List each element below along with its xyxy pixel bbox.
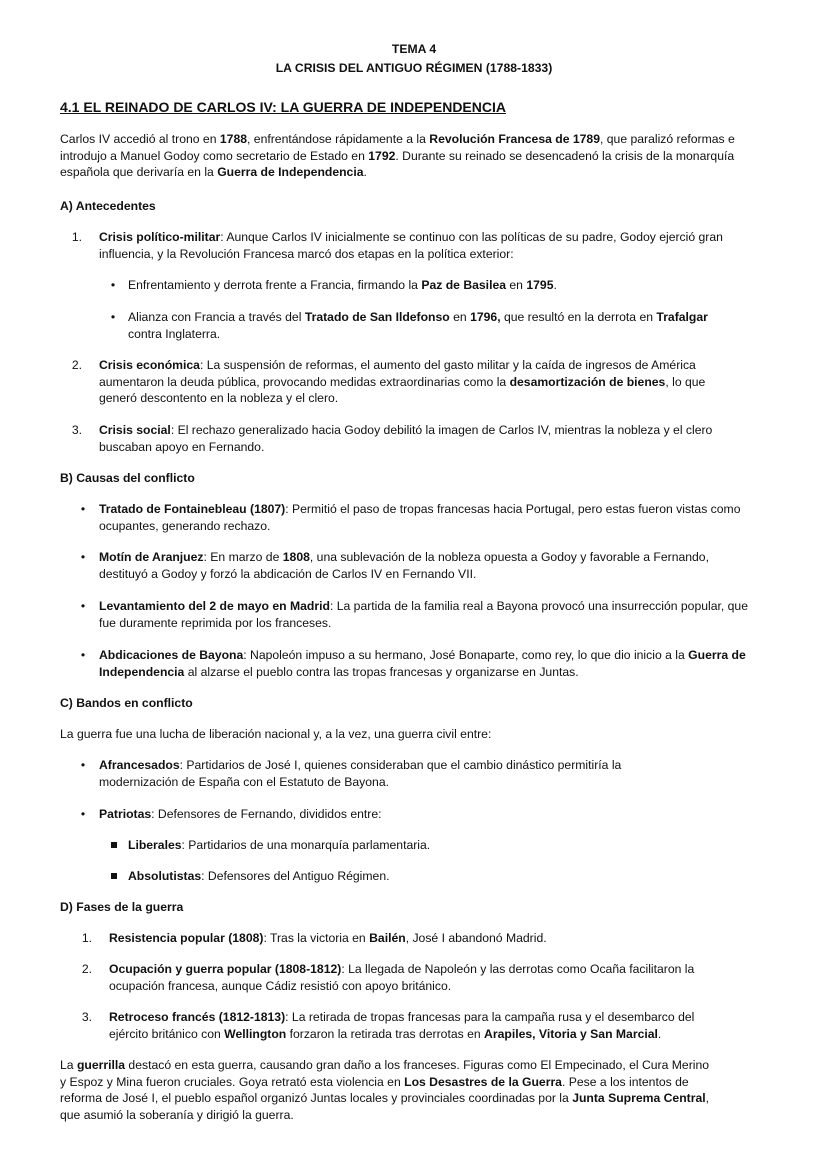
bold-text: Crisis político-militar xyxy=(99,230,221,244)
text-run: en xyxy=(449,310,471,324)
fase-resistencia xyxy=(109,930,729,947)
bullet-icon: • xyxy=(80,550,86,564)
bold-text: 1808 xyxy=(282,550,310,564)
antecedente-economico xyxy=(99,357,739,407)
text-run: : El rechazo generalizado hacia Godoy debilitó la imagen de Carlos IV, mientras la nobleza y el clero buscaban apoyo en Fernando. xyxy=(99,423,713,454)
bold-text: Abdicaciones de Bayona xyxy=(99,648,244,662)
bullet-icon: • xyxy=(110,278,116,292)
text-run: : Tras la victoria en xyxy=(263,931,370,945)
list-number: 1. xyxy=(81,931,92,945)
antecedente-politico xyxy=(99,229,749,262)
bando-patriotas xyxy=(99,806,749,823)
bold-text: guerrilla xyxy=(76,1058,126,1072)
text-run: , José I abandonó Madrid. xyxy=(405,931,547,945)
document-title: LA CRISIS DEL ANTIGUO RÉGIMEN (1788-1833) xyxy=(275,61,553,75)
bold-text: Guerra de Independencia xyxy=(99,648,746,679)
bold-text: Retroceso francés (1812-1813) xyxy=(109,1010,286,1024)
bold-text: Resistencia popular (1808) xyxy=(109,931,264,945)
bold-text: Bailén xyxy=(369,931,406,945)
text-run: : Partidarios de José I, quienes consideraban que el cambio dinástico permitiría la modernización de España con el Estatuto de Bayona. xyxy=(99,758,622,789)
antecedente-social xyxy=(99,422,739,455)
list-number: 2. xyxy=(81,962,92,976)
bold-text: Afrancesados xyxy=(99,758,180,772)
list-number: 3. xyxy=(81,1010,92,1024)
text-run: Carlos IV accedió al trono en xyxy=(60,132,220,146)
bold-text: Patriotas xyxy=(99,807,152,821)
patriotas-liberales xyxy=(128,837,778,854)
text-run: , que paralizó reformas e introdujo a Manuel Godoy como secretario de Estado en xyxy=(60,132,735,163)
text-run: : La partida de la familia real a Bayona provocó una insurrección popular, que fue duramente reprimida por los franceses. xyxy=(99,599,748,630)
bold-text: 1795 xyxy=(526,278,554,292)
text-run: , enfrentándose rápidamente a la xyxy=(247,132,430,146)
bold-text: Los Desastres de la Guerra xyxy=(404,1074,562,1089)
sub-item-basilea xyxy=(128,277,748,294)
causa-bayona xyxy=(99,647,749,680)
text-run: : Permitió el paso de tropas francesas hacia Portugal, pero estas fueron vistas como ocupantes, generando rechazo. xyxy=(99,502,741,533)
bold-text: 1788 xyxy=(219,132,248,146)
text-run: . Pese a los intentos de reforma de José I, el pueblo español organizó Juntas locales y provinciales coordinadas por la xyxy=(60,1074,689,1106)
text-run: que resultó en la derrota en xyxy=(500,310,657,324)
bold-text: Levantamiento del 2 de mayo en Madrid xyxy=(99,599,330,613)
text-run: Enfrentamiento y derrota frente a Francia, firmando la xyxy=(128,278,422,292)
text-run: forzaron la retirada tras derrotas en xyxy=(286,1026,485,1041)
bold-text: Ocupación y guerra popular (1808-1812) xyxy=(109,962,342,976)
section-heading: 4.1 EL REINADO DE CARLOS IV: LA GUERRA DE INDEPENDENCIA xyxy=(60,99,506,115)
bullet-icon: • xyxy=(80,648,86,662)
square-bullet-icon xyxy=(111,842,117,848)
bold-text: desamortización de bienes xyxy=(509,374,666,389)
text-run: : Aunque Carlos IV inicialmente se continuo con las políticas de su padre, Godoy ejerció gran influencia, y la Revolución Francesa marcó dos etapas en la política exterior: xyxy=(99,230,723,261)
text-run: : La suspensión de reformas, el aumento del gasto militar y la caída de ingresos de América aumentaron la deuda pública, provocando medidas extraordinarias como la xyxy=(99,358,696,389)
bold-text: Tratado de San Ildefonso xyxy=(304,310,450,324)
list-number: 2. xyxy=(71,358,82,372)
causa-2-de-mayo xyxy=(99,598,749,631)
text-run: : Partidarios de una monarquía parlamentaria. xyxy=(181,838,431,852)
bullet-icon: • xyxy=(80,599,86,613)
bullet-icon: • xyxy=(80,807,86,821)
text-run: . Durante su reinado se desencadenó la crisis de la monarquía española que derivaría en la xyxy=(60,148,735,180)
text-run: . xyxy=(657,1026,662,1041)
fase-retroceso xyxy=(109,1009,734,1042)
text-run: : La retirada de tropas francesas para la campaña rusa y el desembarco del ejército británico con xyxy=(109,1010,695,1041)
text-run: en xyxy=(506,278,527,292)
list-number: 3. xyxy=(71,423,82,437)
bold-text: Paz de Basilea xyxy=(421,278,507,292)
bold-text: Crisis económica xyxy=(99,358,200,372)
bandos-intro: La guerra fue una lucha de liberación nacional y, a la vez, una guerra civil entre: xyxy=(60,727,492,741)
bold-text: Trafalgar xyxy=(656,310,708,324)
bold-text: Revolución Francesa de 1789 xyxy=(429,132,600,146)
bold-text: Motín de Aranjuez xyxy=(99,550,204,564)
subheading-causas: B) Causas del conflicto xyxy=(60,471,195,485)
text-run: al alzarse el pueblo contra las tropas francesas y organizarse en Juntas. xyxy=(184,664,579,679)
text-run: Alianza con Francia a través del xyxy=(128,310,305,324)
fase-ocupacion xyxy=(109,961,719,994)
text-run: : Defensores de Fernando, divididos entre: xyxy=(151,807,382,821)
bullet-icon: • xyxy=(80,758,86,772)
patriotas-absolutistas xyxy=(128,868,778,885)
tema-label: TEMA 4 xyxy=(391,42,437,56)
bold-text: Guerra de Independencia xyxy=(217,165,364,180)
text-run: , una sublevación de la nobleza opuesta a Godoy y favorable a Fernando, destituyó a Godoy y forzó la abdicación de Carlos IV en Fernando VII. xyxy=(99,550,709,581)
text-run: , lo que generó descontento en la nobleza y el clero. xyxy=(99,374,706,406)
closing-paragraph xyxy=(60,1057,715,1123)
subheading-fases: D) Fases de la guerra xyxy=(60,900,184,914)
text-run: contra Inglaterra. xyxy=(128,326,221,341)
bold-text: Tratado de Fontainebleau (1807) xyxy=(99,502,286,516)
text-run: La xyxy=(60,1058,77,1072)
text-run: destacó en esta guerra, causando gran daño a los franceses. Figuras como El Empecinado, el Cura Merino y Espoz y Mina fueron cruciales. Goya retrató esta violencia en xyxy=(60,1058,710,1089)
bold-text: Liberales xyxy=(128,838,182,852)
bold-text: Absolutistas xyxy=(128,869,202,883)
sub-item-san-ildefonso xyxy=(128,309,733,342)
document-header xyxy=(0,40,828,78)
bold-text: Arapiles, Vitoria y San Marcial xyxy=(484,1026,658,1041)
bando-afrancesados xyxy=(99,757,644,790)
bold-text: Wellington xyxy=(224,1026,287,1041)
text-run: . xyxy=(363,165,367,180)
square-bullet-icon xyxy=(111,873,117,879)
bullet-icon: • xyxy=(80,502,86,516)
list-number: 1. xyxy=(71,230,82,244)
bold-text: Junta Suprema Central xyxy=(572,1091,706,1106)
subheading-antecedentes: A) Antecedentes xyxy=(60,199,156,213)
causa-aranjuez xyxy=(99,549,749,582)
text-run: : En marzo de xyxy=(203,550,283,564)
text-run: . xyxy=(553,278,557,292)
text-run: : Defensores del Antiguo Régimen. xyxy=(201,869,390,883)
text-run: , que asumió la soberanía y dirigió la guerra. xyxy=(60,1091,709,1122)
text-run: : Napoleón impuso a su hermano, José Bonaparte, como rey, lo que dio inicio a la xyxy=(243,648,689,662)
subheading-bandos: C) Bandos en conflicto xyxy=(60,696,193,710)
bullet-icon: • xyxy=(110,310,116,324)
causa-fontainebleau xyxy=(99,501,749,534)
bold-text: Crisis social xyxy=(99,423,171,437)
text-run: : La llegada de Napoleón y las derrotas como Ocaña facilitaron la ocupación francesa, aunque Cádiz resistió con apoyo británico. xyxy=(109,962,695,993)
bold-text: 1796, xyxy=(470,310,501,324)
intro-paragraph xyxy=(60,131,760,181)
bold-text: 1792 xyxy=(368,148,396,163)
